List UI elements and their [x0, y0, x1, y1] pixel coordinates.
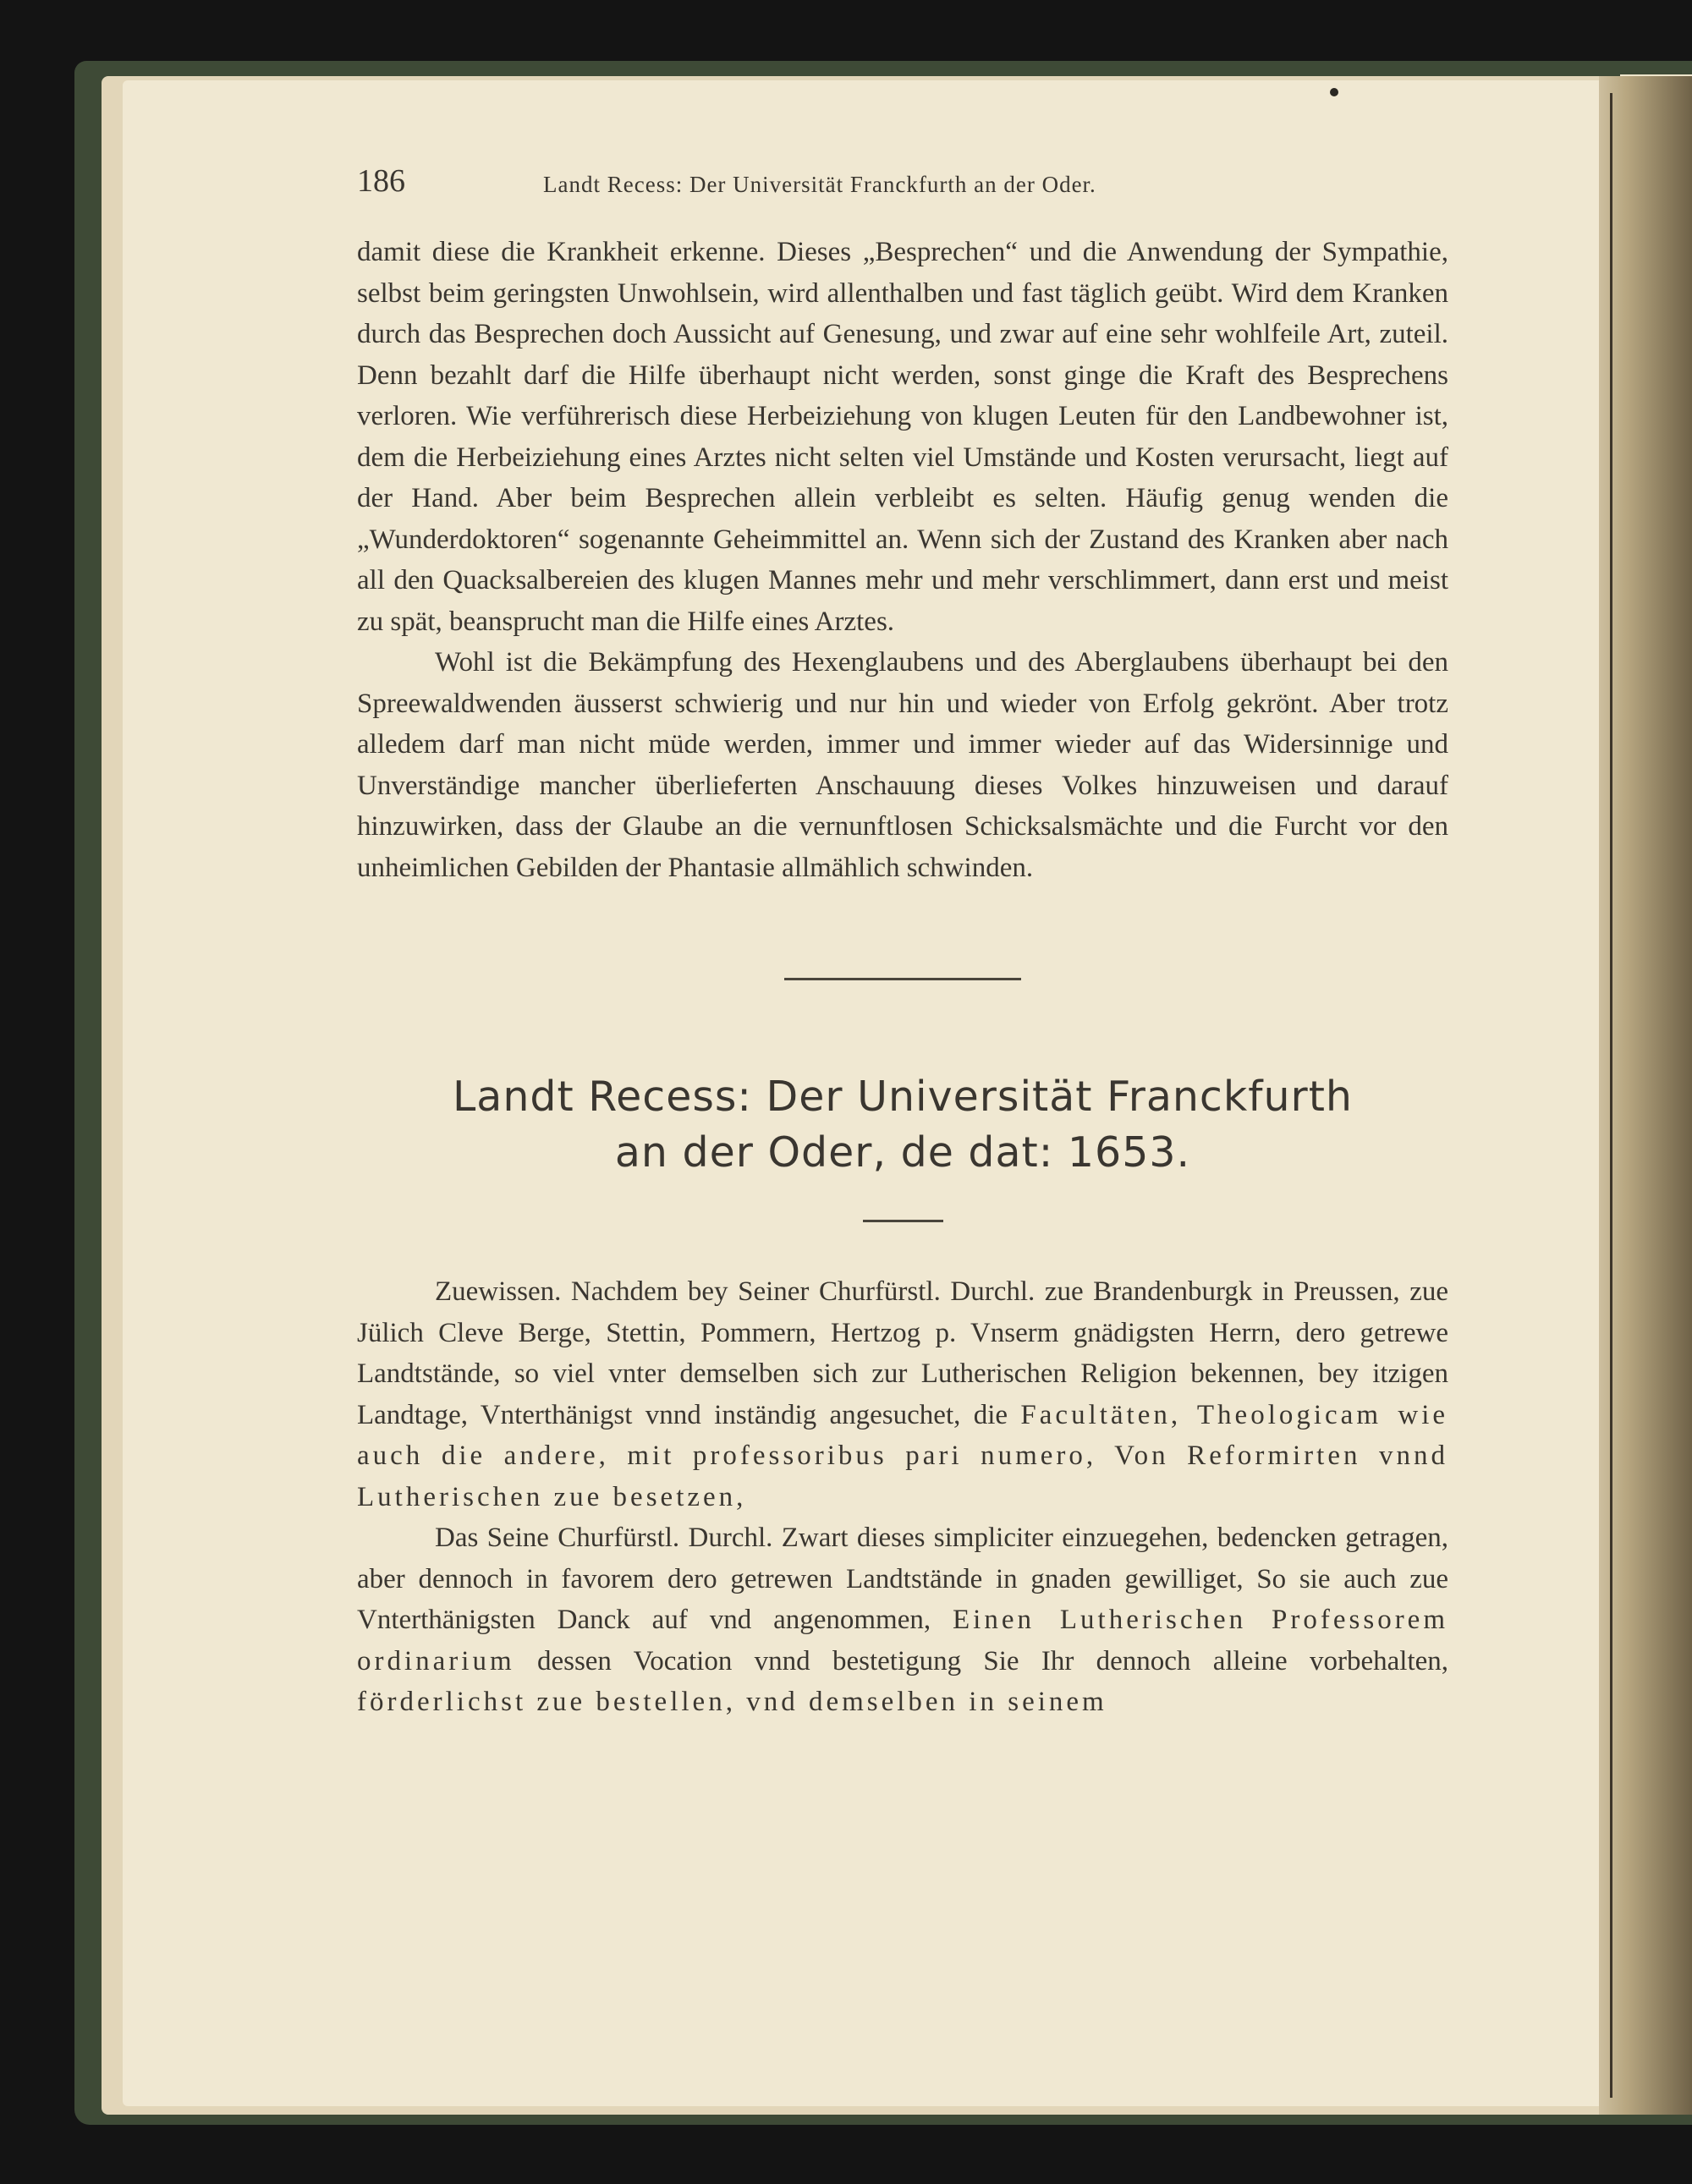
text-run: Das Seine Churfürstl. Durchl. Zwart dieses simpliciter einzuegehen, bedencken getragen, aber dennoch in favorem dero getrewen Landtstände in gnaden gewilliget, So sie auch zue Vnterthänigsten Danck auf vnd angenommen,	[357, 1523, 1448, 1635]
section-title-line: Landt Recess: Der Universität Franckfurth	[453, 1073, 1353, 1121]
body-paragraph: Wohl ist die Bekämpfung des Hexenglaubens und des Aberglaubens überhaupt bei den Spreewaldwenden äusserst schwierig und nur hin und wieder von Erfolg gekrönt. Aber trotz alledem darf man nicht müde werden, immer und immer wieder auf das Widersinnige und Unverständige mancher überlieferten Anschauung dieses Volkes hinzuweisen und darauf hinzuwirken, dass der Glaube an die vernunftlosen Schicksalsmächte und die Furcht vor den unheimlichen Gebilden der Phantasie allmählich schwinden.	[357, 647, 1448, 883]
gutter-shadow-line	[1610, 93, 1612, 2098]
section-title-line: an der Oder, de dat: 1653.	[614, 1128, 1191, 1177]
page-number: 186	[357, 163, 405, 199]
book-gutter	[1599, 76, 1692, 2115]
text-run: dessen Vocation vnnd bestetigung Sie Ihr dennoch alleine vorbehalten,	[536, 1645, 1449, 1676]
page-text	[357, 152, 1448, 1723]
spaced-text-run: förderlichst zue bestellen, vnd demselben in seinem	[357, 1687, 1107, 1717]
body-paragraph	[357, 1271, 1448, 1517]
body-paragraph: damit diese die Krankheit erkenne. Dieses „Besprechen“ und die Anwendung der Sympathie, selbst beim geringsten Unwohlsein, wird allenthalben und fast täglich geübt. Wird dem Kranken durch das Besprechen doch Aussicht auf Genesung, und zwar auf eine sehr wohlfeile Art, zuteil. Denn bezahlt darf die Hilfe überhaupt nicht werden, sonst ginge die Kraft des Besprechens verloren. Wie verführerisch diese Herbeiziehung von klugen Leuten für den Landbewohner ist, dem die Herbeiziehung eines Arztes nicht selten viel Umstände und Kosten verursacht, liegt auf der Hand. Aber beim Besprechen allein verbleibt es selten. Häufig genug wenden die „Wunderdoktoren“ sogenannte Geheimmittel an. Wenn sich der Zustand des Kranken aber nach all den Quacksalbereien des klugen Mannes mehr und mehr verschlimmert, dann erst und meist zu spät, beansprucht man die Hilfe eines Arztes.	[357, 237, 1448, 637]
text-run: Zuewissen. Nachdem bey Seiner Churfürstl. Durchl. zue Brandenburgk in Preussen, zue Jülich Cleve Berge, Stettin, Pommern, Hertzog p. Vnserm gnädigsten Herrn, dero getrewe Landtstände, so viel vnter demselben sich zur Lutherischen Religion bekennen, bey itzigen Landtage, Vnterthänigst vnnd inständig angesuchet, die	[357, 1276, 1448, 1430]
title-divider	[863, 1220, 943, 1222]
section-title	[357, 1069, 1448, 1181]
page-header	[357, 152, 1448, 203]
section-divider	[784, 978, 1021, 980]
spaced-text-run: Einen Lutherischen Professorem ordinarium	[357, 1605, 1448, 1676]
spaced-text-run: Facultäten, Theologicam wie auch die andere, mit professoribus pari numero, Von Reformirten vnnd Lutherischen zue besetzen,	[357, 1399, 1449, 1512]
ink-spot	[1330, 88, 1338, 96]
running-title: Landt Recess: Der Universität Franckfurth an der Oder.	[543, 172, 1096, 197]
body-paragraph	[357, 1517, 1448, 1723]
